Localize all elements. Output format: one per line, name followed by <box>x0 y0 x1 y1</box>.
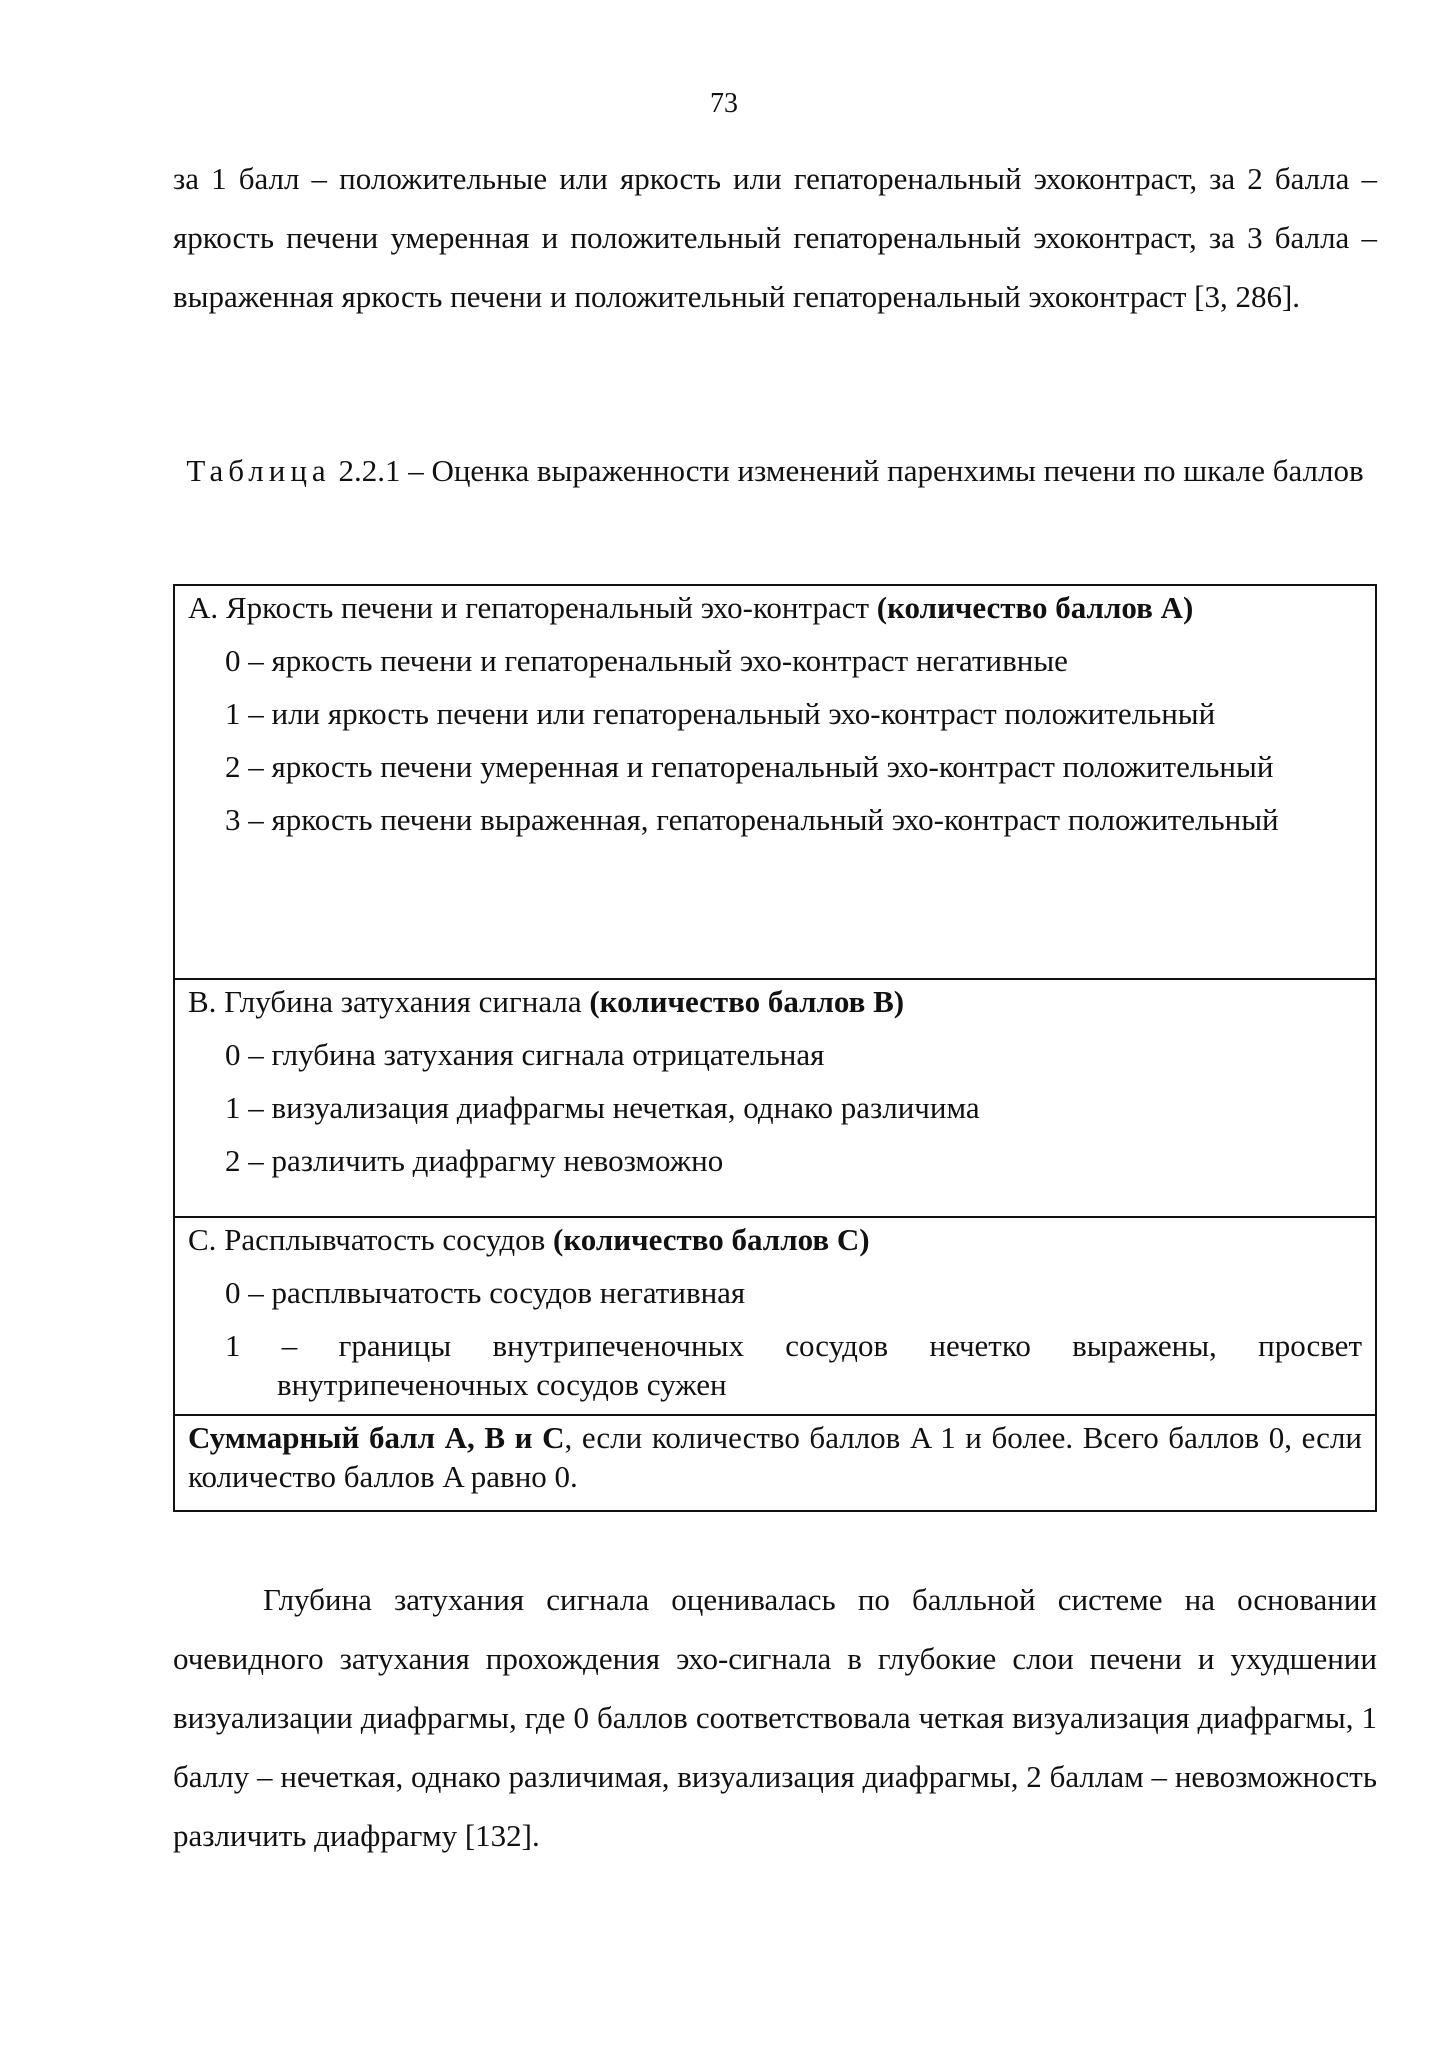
table-caption-text: 2.2.1 – Оценка выраженности изменений паренхимы печени по шкале баллов <box>330 453 1364 488</box>
section-a-cell <box>174 585 1376 979</box>
summary-rest: , если количество баллов A 1 и более. Всего баллов 0, если количество баллов A равно 0. <box>188 1420 1362 1494</box>
table-row-section-b <box>174 979 1376 1217</box>
section-b-title-text: B. Глубина затухания сигнала <box>188 984 590 1019</box>
section-b-title-bold: (количество баллов B) <box>589 984 905 1019</box>
section-b-cell <box>174 979 1376 1217</box>
table-caption-label: Таблица <box>186 453 331 488</box>
section-a-item-3: 3 – яркость печени выраженная, гепаторенальный эхо-контраст положительный <box>225 802 1279 837</box>
section-c-cell <box>174 1217 1376 1415</box>
section-b-item-2: 2 – различить диафрагму невозможно <box>225 1143 724 1178</box>
section-c-item-1: 1 – границы внутрипеченочных сосудов нечетко выражены, просвет внутрипеченочных сосудов сужен <box>225 1328 1362 1402</box>
section-b-item-0: 0 – глубина затухания сигнала отрицательная <box>225 1037 825 1072</box>
section-c-title-text: C. Расплывчатость сосудов <box>188 1222 554 1257</box>
section-c-title <box>188 1218 1362 1259</box>
table-row-section-c <box>174 1217 1376 1415</box>
section-b-item-1: 1 – визуализация диафрагмы нечеткая, однако различима <box>225 1090 980 1125</box>
table-caption <box>173 441 1377 500</box>
section-c-title-bold: (количество баллов C) <box>553 1222 870 1257</box>
table-row-summary <box>174 1415 1376 1511</box>
summary-text <box>188 1416 1362 1496</box>
summary-cell <box>174 1415 1376 1511</box>
table-row-section-a <box>174 585 1376 979</box>
paragraph-signal-depth: Глубина затухания сигнала оценивалась по балльной системе на основании очевидного затухания прохождения эхо-сигнала в глубокие слои печени и ухудшении визуализации диафрагмы, где 0 баллов соответствовала четкая визуализация диафрагмы, 1 баллу – нечеткая, однако различимая, визуализация диафрагмы, 2 баллам – невозможность различить диафрагму [132]. <box>173 1582 1377 1853</box>
summary-bold: Суммарный балл A, B и C <box>188 1420 565 1455</box>
page-number: 73 <box>710 88 738 119</box>
section-b-title <box>188 980 1362 1021</box>
section-c-item-0: 0 – расплвычатость сосудов негативная <box>225 1275 746 1310</box>
liver-score-table <box>173 584 1377 1512</box>
section-a-title <box>188 586 1362 627</box>
section-a-item-0: 0 – яркость печени и гепаторенальный эхо-контраст негативные <box>225 643 1068 678</box>
section-a-item-1: 1 – или яркость печени или гепаторенальный эхо-контраст положительный <box>225 696 1216 731</box>
section-a-item-2: 2 – яркость печени умеренная и гепаторенальный эхо-контраст положительный <box>225 749 1274 784</box>
section-a-title-text: A. Яркость печени и гепаторенальный эхо-контраст <box>188 590 877 625</box>
paragraph-intro: за 1 балл – положительные или яркость или гепаторенальный эхоконтраст, за 2 балла – яркость печени умеренная и положительный гепаторенальный эхоконтраст, за 3 балла – выраженная яркость печени и положительный гепаторенальный эхоконтраст [3, 286]. <box>173 161 1377 314</box>
section-a-title-bold: (количество баллов A) <box>876 590 1194 625</box>
